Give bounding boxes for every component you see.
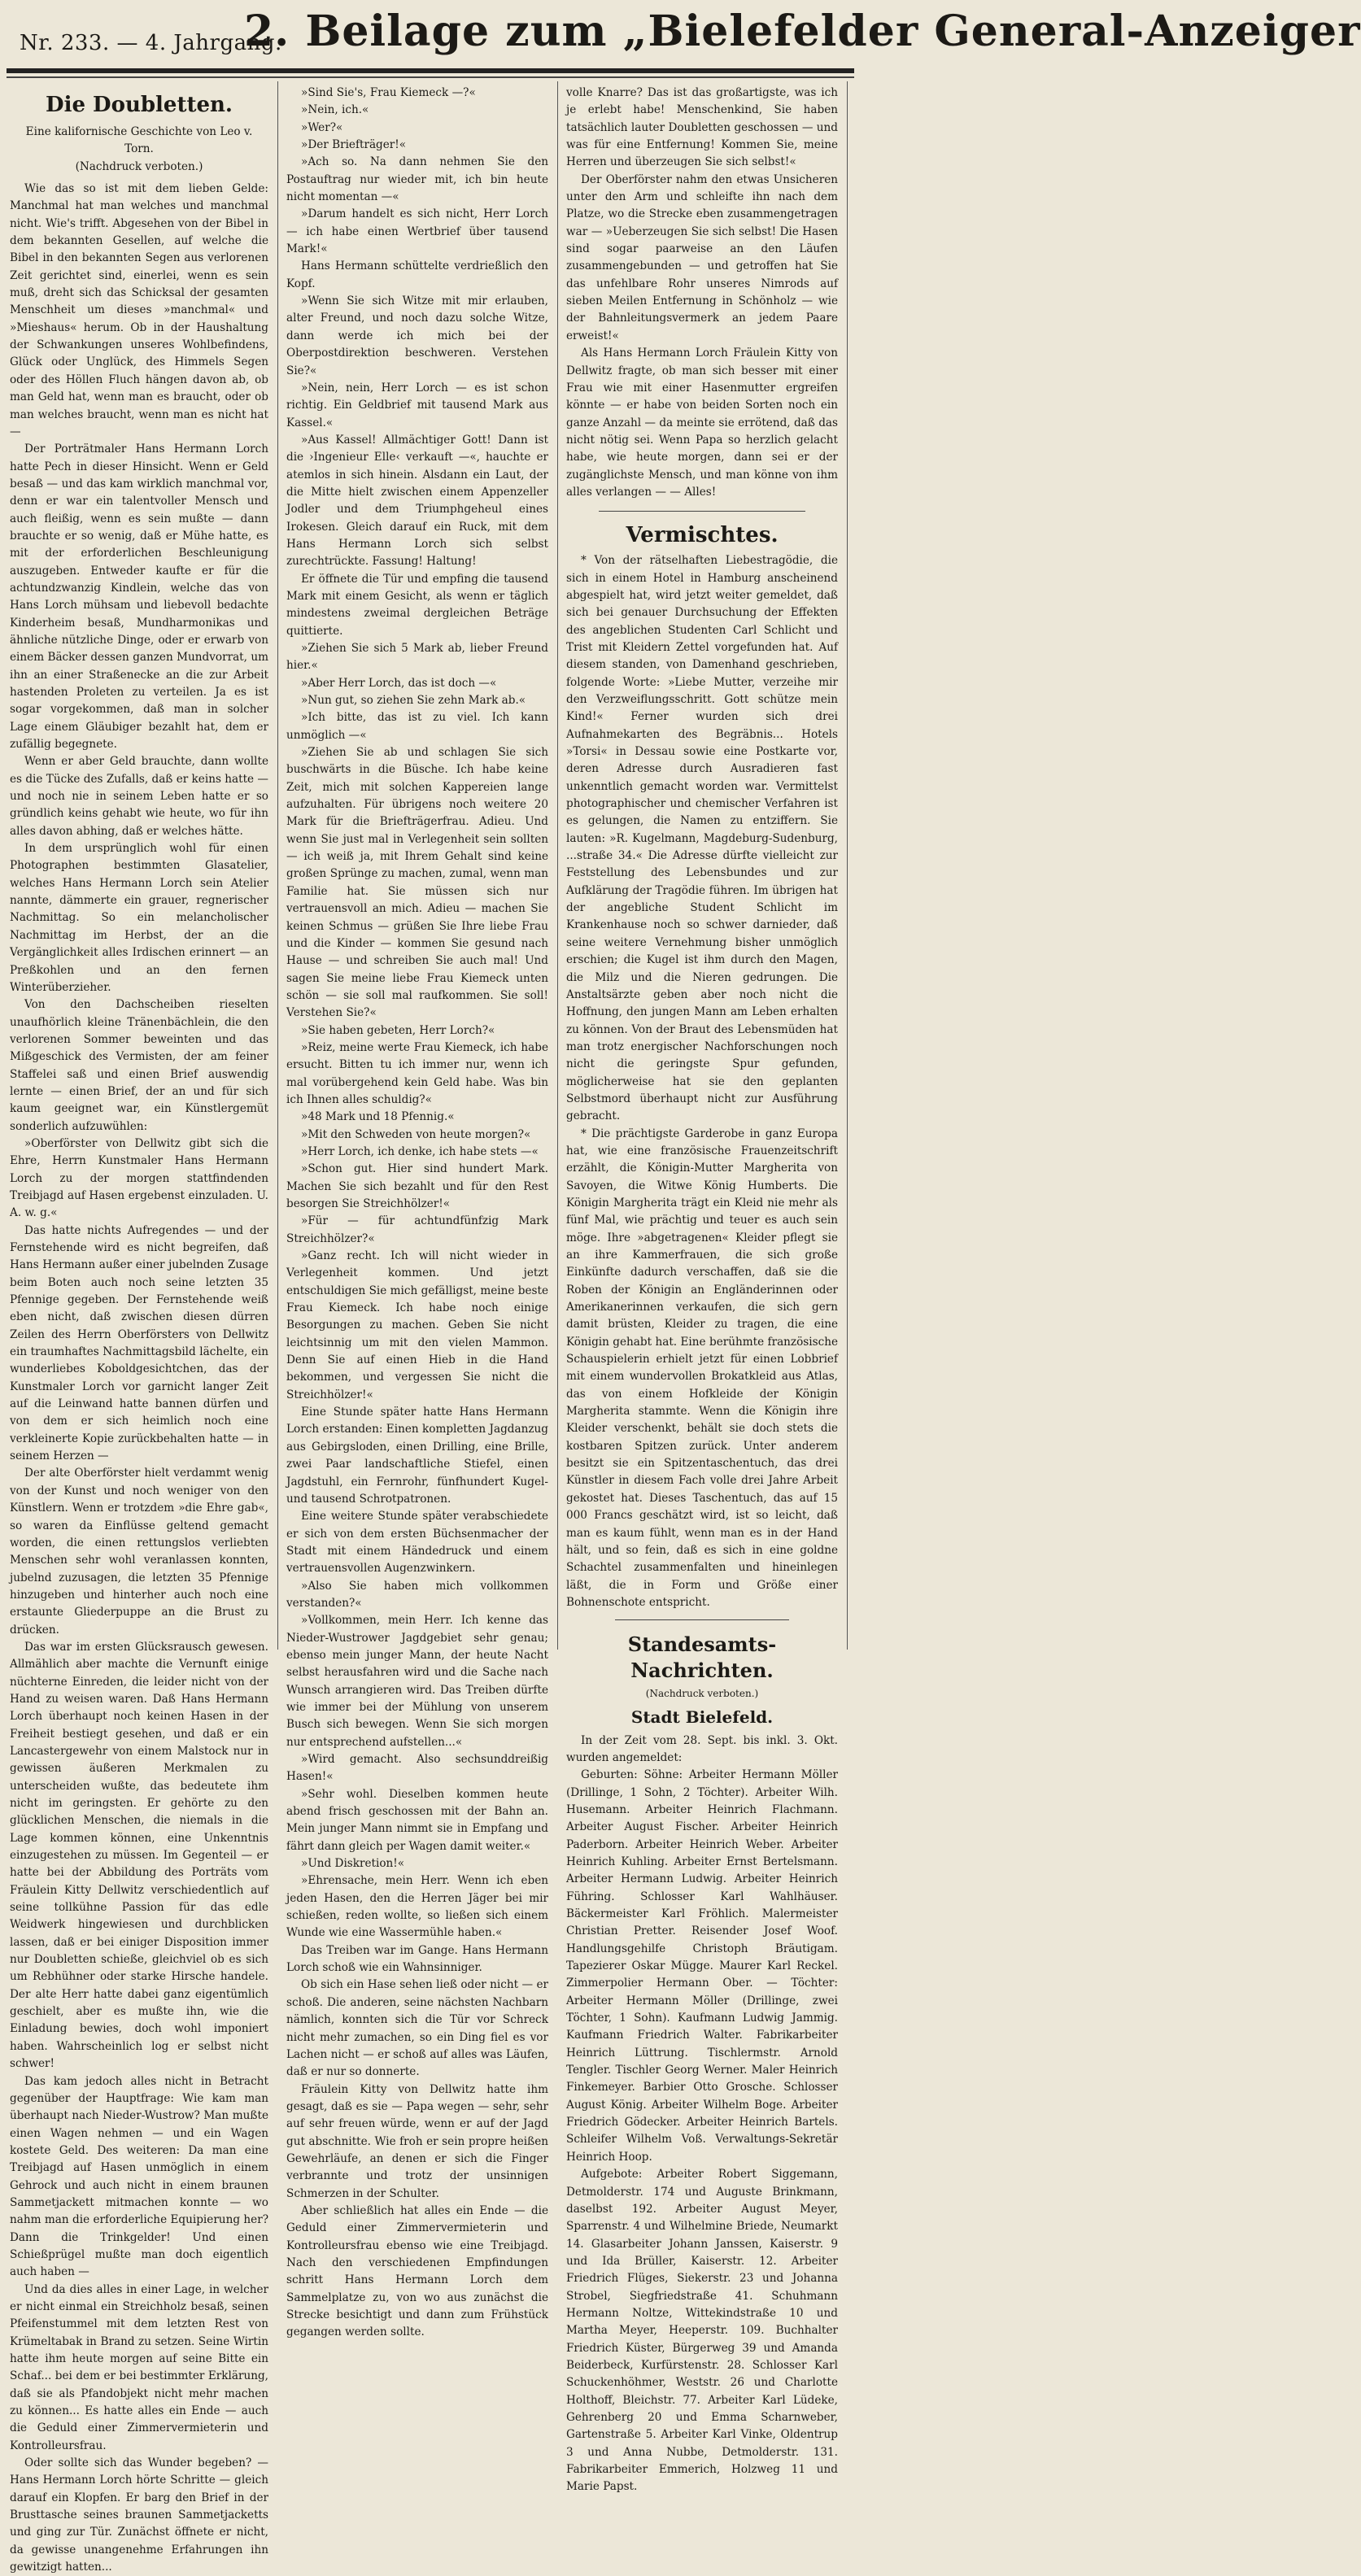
misc-title: Vermischtes. [626,523,779,548]
story-paragraph: »48 Mark und 18 Pfennig.« [301,1110,455,1124]
newspaper-banner: 2. Beilage zum „Bielefelder General-Anzeiger [244,7,1361,56]
story-paragraph: In dem ursprünglich wohl für einen Photographen bestimmten Glasatelier, welches Hans Hermann Lorch sein Atelier nannte, dämmerte ein grauer, regnerischer Nachmittag. So ein melancholischer Nachmittag im Herbst, der an die Vergänglichkeit alles Irdischen erinnert — an Preßkohlen und an den fernen Winterüberzieher. [10,842,268,994]
story-paragraph: »Wer?« [301,120,343,134]
story-paragraph: »Schon gut. Hier sind hundert Mark. Machen Sie sich bezahlt und für den Rest besorgen Sie Streichhölzer!« [286,1162,548,1210]
masthead-rule-thick [7,68,854,73]
story-paragraph: Als Hans Hermann Lorch Fräulein Kitty von Dellwitz fragte, ob man sich besser mit einer Frau wie mit einer Hasenmutter ergreifen könnte — er habe von beiden Sorten noch ein ganze Anzahl — da meinte sie errötend, daß das nicht nötig sei. Wenn Papa so herzlich gelacht habe, wie heute morgen, dann sei er der zugänglichste Mensch, und man könne von ihm alles verlangen — — Alles! [566,347,838,499]
column-divider [557,81,558,1650]
story-paragraph: »Also Sie haben mich vollkommen verstanden?« [286,1579,548,1610]
story-paragraph: »Wenn Sie sich Witze mit mir erlauben, alter Freund, und noch dazu solche Witze, dann werde ich mich bei der Oberpostdirektion beschweren. Verstehen Sie?« [286,294,548,377]
reprint-note: (Nachdruck verboten.) [75,159,203,173]
reprint-note: (Nachdruck verboten.) [645,1688,759,1700]
column-divider [847,81,848,1650]
story-paragraph: Das war im ersten Glücksrausch gewesen. Allmählich aber machte die Vernunft einige nüchterne Einreden, die leider nicht von der Hand zu weisen waren. Daß Hans Hermann Lorch überhaupt noch keinen Hasen in der Freiheit bestiegt gesehen, und daß er ein Lancastergewehr von einem Malstock nur in gewissen äußeren Merkmalen zu unterscheiden wußte, das bedeutete ihm nicht im geringsten. Er gehörte zu den glücklichen Menschen, die niemals in die Lage kommen können, eine Unkenntnis einzugestehen zu müssen. Im Gegenteil — er hatte bei der Abbildung des Porträts vom Fräulein Kitty Dellwitz verschiedentlich auf seine tollkühne Passion für das edle Weidwerk hingewiesen und durchblicken lassen, daß er bei einiger Disposition immer nur Doubletten schieße, gleichviel ob es sich um Rebhühner oder starke Hirsche handele. Der alte Herr hatte dabei ganz eigentümlich geschielt, aber es mußte ihn, wie die Einladung bewies, doch wohl imponiert haben. Wahrscheinlich log er selbst nicht schwer! [10,1640,268,2071]
story-paragraph: »Sehr wohl. Dieselben kommen heute abend frisch geschossen mit der Bahn an. Mein junger Mann nimmt sie in Empfang und fährt dann gleich per Wagen damit weiter.« [286,1787,548,1853]
story-paragraph: Und da dies alles in einer Lage, in welcher er nicht einmal ein Streichholz besaß, seinen Pfeifenstummel mit dem letzten Rest von Krümeltabak in Brand zu setzen. Seine Wirtin hatte ihm heute morgen auf seine Bitte ein Schaf... bei dem er bei bestimmter Erklärung, daß sie als Pfandobjekt nicht mehr machen zu können... Es hatte alles ein Ende — auch die Geduld einer Zimmervermieterin und Kontrolleursfrau. [10,2282,268,2452]
story-paragraph: Eine weitere Stunde später verabschiedete er sich von dem ersten Büchsenmacher der Stadt mit einem Händedruck und einem vertrauensvollen Augenzwinkern. [286,1510,548,1576]
story-paragraph: »Ganz recht. Ich will nicht wieder in Verlegenheit kommen. Und jetzt entschuldigen Sie mich gefälligst, meine beste Frau Kiemeck. Ich habe noch einige Besorgungen zu machen. Geben Sie nicht leichtsinnig um mit den vielen Mammon. Denn Sie auf einen Hieb in die Hand bekommen, und vergessen Sie nicht die Streichhölzer!« [286,1249,548,1401]
masthead-rule-thin [7,76,854,78]
story-paragraph: »Für — für achtundfünfzig Mark Streichhölzer?« [286,1214,548,1245]
column-1 [10,85,268,2574]
story-paragraph: »Darum handelt es sich nicht, Herr Lorch — ich habe einen Wertbrief über tausend Mark!« [286,207,548,256]
story-paragraph: »Ziehen Sie sich 5 Mark ab, lieber Freund hier.« [286,642,548,673]
story-paragraph: »Nein, nein, Herr Lorch — es ist schon richtig. Ein Geldbrief mit tausend Mark aus Kassel.« [286,381,548,429]
misc-paragraph: * Die prächtigste Garderobe in ganz Europa hat, wie eine französische Frauenzeitschrift erzählt, die Königin-Mutter Margherita von Savoyen, die Witwe König Humberts. Die Königin Margherita trägt ein Kleid nie mehr als fünf Mal, wie prächtig und teuer es auch sein möge. Ihre »abgetragenen« Kleider pflegt sie an ihre Kammerfrauen, die sich große Einkünfte dadurch verschaffen, daß sie die Roben der Königin an Engländerinnen oder Amerikanerinnen verkaufen, die sich gern damit brüsten, Kleider zu tragen, die eine Königin gehabt hat. Eine berühmte französische Schauspielerin erhielt jetzt für einen Lobbrief mit einem wundervollen Brokatkleid aus Atlas, das von einem Hofkleide der Königin Margherita stammte. Wenn die Königin ihre Kleider verschenkt, behält sie doch stets die kostbaren Spitzen zurück. Unter anderem besitzt sie ein Spitzentaschentuch, das drei Künstler in diesem Fach volle drei Jahre Arbeit gekostet hat. Dieses Taschentuch, das auf 15 000 Francs geschätzt wird, ist so leicht, daß man es kaum fühlt, wenn man es in der Hand hält, und so fein, daß es sich in eine goldne Schachtel zusammenfalten und hineinlegen läßt, die in Form und Größe einer Bohnenschote entspricht. [566,1127,838,1609]
story-paragraph: »Nun gut, so ziehen Sie zehn Mark ab.« [301,694,526,708]
story-paragraph: Der Porträtmaler Hans Hermann Lorch hatte Pech in dieser Hinsicht. Wenn er Geld besaß — und das kam wirklich manchmal vor, denn er war ein talentvoller Mensch und auch fleißig, wenn es sein mußte — dann brauchte er so wenig, daß er Mühe hatte, es mit der erforderlichen Beschleunigung auszugeben. Entweder kaufte er für die achtundzwanzig Kindlein, welche das von Hans Lorch mühsam und liebevoll bedachte Kinderheim besaß, Mundharmonikas und ähnliche nützliche Dinge, oder er erwarb von einem Bäcker dessen ganzen Mundvorrat, um ihn an einer Straßenecke an die zur Arbeit hastenden Proleten zu verteilen. Ja es ist sogar vorgekommen, daß man in solcher Lage einem Gläubiger bezahlt hat, dem er zufällig begegnete. [10,442,268,752]
misc-paragraph: * Von der rätselhaften Liebestragödie, die sich in einem Hotel in Hamburg anscheinend abgespielt hat, wird jetzt weiter gemeldet, daß sich bei genauer Durchsuchung der Effekten des angeblichen Studenten Carl Schlicht und Trist mit Kleidern Zettel vorgefunden hat. Auf diesem standen, von Damenhand geschrieben, folgende Worte: »Liebe Mutter, verzeihe mir den Verzweiflungsschritt. Gott schütze mein Kind!« Ferner wurden sich drei Aufnahmekarten des Begräbnis... Hotels »Torsi« in Dessau sowie eine Postkarte vor, deren Adresse durch Ausradieren fast unkenntlich gemacht worden war. Vermittelst photographischer und chemischer Verfahren ist es gelungen, die Namen zu entziffern. Sie lauten: »R. Kugelmann, Magdeburg-Sudenburg, ...straße 34.« Die Adresse dürfte vielleicht zur Feststellung des Lebensbundes und zur Aufklärung der Tragödie führen. Im übrigen hat der angebliche Student Schlicht im Krankenhause noch so schwer darnieder, daß seine weitere Vernehmung bisher unmöglich erschien; die Kugel ist ihm durch den Magen, die Milz und die Nieren gedrungen. Die Anstaltsärzte geben aber noch nicht die Hoffnung, den jungen Mann am Leben erhalten zu können. Von der Braut des Lebensmüden hat man trotz energischer Nachforschungen noch nicht die geringste Spur gefunden, möglicherweise hat sie den geplanten Selbstmord überhaupt nicht zur Ausführung gebracht. [566,554,838,1123]
story-paragraph: »Aber Herr Lorch, das ist doch —« [301,676,497,690]
story-subtitle: Eine kalifornische Geschichte von Leo v. Torn. [25,125,253,156]
masthead [7,0,1361,75]
section-divider [615,1619,789,1620]
civil-intro: In der Zeit vom 28. Sept. bis inkl. 3. Okt. wurden angemeldet: [566,1733,838,1764]
story-paragraph: Er öffnete die Tür und empfing die tausend Mark mit einem Gesicht, als wenn er täglich mindestens zweimal dergleichen Beträge quittierte. [286,572,548,638]
story-paragraph: Das kam jedoch alles nicht in Betracht gegenüber der Hauptfrage: Wie kam man überhaupt nach Nieder-Wustrow? Man mußte einen Wagen nehmen — und ein Wagen kostete Geld. Des weiteren: Da man eine Treibjagd auf Hasen unmöglich in einem Gehrock und auch nicht in einem braunen Sammetjackett mitmachen konnte — wo nahm man die erforderliche Equipierung her? Dann die Trinkgelder! Und einen Schießprügel mußte man doch eigentlich auch haben — [10,2074,268,2279]
story-paragraph: »Aus Kassel! Allmächtiger Gott! Dann ist die ›Ingenieur Elle‹ verkauft —«, hauchte er atemlos in sich hinein. Alsdann ein Laut, der die Mitte hielt zwischen einem Appenzeller Jodler und dem Triumphgeheul eines Irokesen. Gleich darauf ein Ruck, mit dem Hans Hermann Lorch sich selbst zurechtrückte. Fassung! Haltung! [286,433,548,569]
story-paragraph: Der Oberförster nahm den etwas Unsicheren unter den Arm und schleifte ihn nach dem Platze, wo die Strecke eben zusammengetragen war — »Ueberzeugen Sie sich selbst! Die Hasen sind sogar paarweise an den Läufen zusammengebunden — und getroffen hat Sie das unfehlbare Rohr unseres Nimrods auf sieben Meilen Entfernung in Schönholz — wie der Bahnleitungsvermerk an jedem Paare erweist!« [566,172,838,342]
issue-number: Nr. 233. — 4. Jahrgang. [20,31,282,55]
section-divider [599,511,805,512]
story-paragraph: »Ich bitte, das ist zu viel. Ich kann unmöglich —« [286,711,548,742]
story-paragraph: »Herr Lorch, ich denke, ich habe stets —« [301,1144,539,1158]
story-paragraph: »Und Diskretion!« [301,1857,405,1871]
story-paragraph: Von den Dachscheiben rieselten unaufhörlich kleine Tränenbächlein, die den verlorenen Sommer beweinten und das Mißgeschick des Vermisten, der am feiner Staffelei saß und einen Brief auswendig lernte — einen Brief, der an und für sich kaum geeignet war, ein Künstlergemüt sonderlich aufzuwühlen: [10,998,268,1133]
story-paragraph: »Vollkommen, mein Herr. Ich kenne das Nieder-Wustrower Jagdgebiet sehr genau; ebenso mein junger Mann, der heute Nacht selbst herausfahren wird und die Sache nach Wunsch arrangieren wird. Das Treiben dürfte wie immer bei der Mühlung von unserem Busch sich bewegen. Wenn Sie sich morgen nur entsprechend aufstellen...« [286,1614,548,1749]
story-paragraph: »Ach so. Na dann nehmen Sie den Postauftrag nur wieder mit, ich bin heute nicht momentan —« [286,155,548,204]
story-paragraph: »Mit den Schweden von heute morgen?« [301,1127,531,1141]
story-paragraph: Oder sollte sich das Wunder begeben? — Hans Hermann Lorch hörte Schritte — gleich darauf ein Klopfen. Er barg den Brief in der Brusttasche seines braunen Sammetjacketts und ging zur Tür. Zunächst öffnete er nicht, da gewisse unangenehme Erfahrungen ihn gewitzigt hatten... [10,2456,268,2574]
story-paragraph: Das hatte nichts Aufregendes — und der Fernstehende wird es nicht begreifen, daß Hans Hermann außer einer jubelnden Zusage beim Boten auch noch seine letzten 35 Pfennige gegeben. Der Fernstehende weiß eben nicht, daß zwischen diesen dürren Zeilen des Herrn Oberförsters von Dellwitz ein traumhaftes Nachmittagsbild lächelte, ein wunderliebes Koboldgesichtchen, das der Kunstmaler Lorch vor garnicht langer Zeit auf die Leinwand hatte bannen dürfen und von dem er sich heimlich noch eine verkleinerte Kopie zurückbehalten hatte — in seinem Herzen — [10,1223,268,1463]
story-paragraph: »Wird gemacht. Also sechsunddreißig Hasen!« [286,1753,548,1784]
story-paragraph: Ob sich ein Hase sehen ließ oder nicht — er schoß. Die anderen, seine nächsten Nachbarn nämlich, konnten sich die Tür vor Schreck nicht mehr zumachen, so ein Ding fiel es vor Lachen nicht — er schoß auf alles was Läufen, daß er nur so donnerte. [286,1978,548,2079]
story-paragraph: »Oberförster von Dellwitz gibt sich die Ehre, Herrn Kunstmaler Hans Hermann Lorch zu der morgen stattfindenden Treibjagd auf Hasen ergebenst einzuladen. U. A. w. g.« [10,1136,268,1220]
story-paragraph: Der alte Oberförster hielt verdammt wenig von der Kunst und noch weniger von den Künstlern. Wenn er trotzdem »die Ehre gab«, so waren da Einflüsse geltend gemacht worden, die einen rettungslos verliebten Menschen sehr wohl veranlassen konnten, jubelnd zuzusagen, die letzten 35 Pfennige hinzugeben und hinterher auch noch eine erstaunte Gliederpuppe an die Brust zu drücken. [10,1467,268,1637]
column-divider [277,81,278,1650]
column-2 [286,85,548,2339]
story-paragraph: Das Treiben war im Gange. Hans Hermann Lorch schoß wie ein Wahnsinniger. [286,1943,548,1975]
civil-register-title: Standesamts-Nachrichten. [627,1632,777,1683]
story-paragraph: Eine Stunde später hatte Hans Hermann Lorch erstanden: Einen kompletten Jagdanzug aus Gebirgsloden, einen Drilling, eine Brille, zwei Paar landschaftliche Stiefel, einen Jagdstuhl, ein Fernrohr, fünfhundert Kugel- und tausend Schrotpatronen. [286,1406,548,1506]
story-paragraph: »Ziehen Sie ab und schlagen Sie sich buschwärts in die Büsche. Ich habe keine Zeit, mich mit solchen Kappereien lange aufzuhalten. Für übrigens noch weitere 20 Mark für die Briefträgerfrau. Adieu. Und wenn Sie just mal in Verlegenheit sein sollten — ich weiß ja, mit Ihrem Gehalt sind keine großen Sprünge zu machen, zumal, wenn man Familie hat. Sie müssen sich nur vertrauensvoll an mich. Adieu — machen Sie keinen Schmus — grüßen Sie Ihre liebe Frau und die Kinder — kommen Sie gesund nach Hause — und schreiben Sie auch mal! Und sagen Sie meine liebe Frau Kiemeck unten schön — sie soll mal raufkommen. Sie soll! Verstehen Sie?« [286,746,548,1020]
story-paragraph: Wenn er aber Geld brauchte, dann wollte es die Tücke des Zufalls, daß er keins hatte — und noch nie in seinem Leben hatte er so gründlich keins gehabt wie heute, wo für ihn alles davon abhing, daß er welches hätte. [10,755,268,838]
story-paragraph: Hans Hermann schüttelte verdrießlich den Kopf. [286,259,548,290]
civil-banns: Aufgebote: Arbeiter Robert Siggemann, Detmolderstr. 174 und Auguste Brinkmann, daselbst 192. Arbeiter August Meyer, Sparrenstr. 4 und Wilhelmine Briede, Neumarkt 14. Glasarbeiter Johann Janssen, Kaiserstr. 9 und Ida Brüller, Kaiserstr. 12. Arbeiter Friedrich Flüges, Siekerstr. 23 und Johanna Strobel, Siegfriedstraße 41. Schuhmann Hermann Noltze, Wittekindstraße 10 und Martha Meyer, Heeperstr. 109. Buchhalter Friedrich Küster, Bürgerweg 39 und Amanda Beiderbeck, Kurfürstenstr. 28. Schlosser Karl Schuckenhöhmer, Weststr. 26 und Charlotte Holthoff, Bleichstr. 77. Arbeiter Karl Lüdeke, Gehrenberg 20 und Emma Scharnweber, Gartenstraße 5. Arbeiter Karl Vinke, Oldentrup 3 und Anna Nubbe, Detmolderstr. 131. Fabrikarbeiter Emmerich, Holzweg 11 und Marie Papst. [566,2168,838,2494]
column-3 [566,85,838,2494]
story-paragraph: »Ehrensache, mein Herr. Wenn ich eben jeden Hasen, den die Herren Jäger bei mir schießen, reden wollte, so ließen sich einem Wunde wie eine Wassermühle haben.« [286,1874,548,1940]
story-paragraph: »Sie haben gebeten, Herr Lorch?« [301,1023,495,1037]
story-title: Die Doubletten. [46,93,233,117]
story-paragraph: »Nein, ich.« [301,103,369,117]
story-paragraph: volle Knarre? Das ist das großartigste, was ich je erlebt habe! Menschenkind, Sie haben tatsächlich lauter Doubletten geschossen — und was für eine Entfernung! Kommen Sie, meine Herren und überzeugen Sie sich selbst!« [566,86,838,169]
city-heading: Stadt Bielefeld. [630,1706,774,1727]
story-paragraph: »Sind Sie's, Frau Kiemeck —?« [301,86,476,99]
story-paragraph: Aber schließlich hat alles ein Ende — die Geduld einer Zimmervermieterin und Kontrolleursfrau ebenso wie eine Treibjagd. Nach den verschiedenen Empfindungen schritt Hans Hermann Lorch dem Sammelplatze zu, von wo aus zunächst die Strecke besichtigt und dann zum Frühstück gegangen werden sollte. [286,2203,548,2339]
story-paragraph: »Der Briefträger!« [301,138,407,152]
story-paragraph: Fräulein Kitty von Dellwitz hatte ihm gesagt, daß es sie — Papa wegen — sehr, sehr auf sehr freuen würde, wenn er auf der Jagd gut abschnitte. Wie froh er sein propre heißen Gewehrläufe, an denen er sich die Finger verbrannte und trotz der unsinnigen Schmerzen in der Schulter. [286,2082,548,2200]
story-paragraph: »Reiz, meine werte Frau Kiemeck, ich habe ersucht. Bitten tu ich immer nur, wenn ich mal vorübergehend kein Geld habe. Was bin ich Ihnen alles schuldig?« [286,1040,548,1106]
story-paragraph: Wie das so ist mit dem lieben Gelde: Manchmal hat man welches und manchmal nicht. Wie's trifft. Abgesehen von der Bibel in dem bekannten Gesellen, auf welche die Bibel in den bekannten Segen aus verlorenen Zeit gerichtet sind, einerlei, wenn es sein muß, dreht sich das Schicksal der gesamten Menschheit um dieses »manchmal« und »Mieshaus« herum. Ob in der Haushaltung der Schwankungen unseres Wohlbefindens, Glück oder Unglück, des Himmels Segen oder des Höllen Fluch hängen davon ab, ob man Geld hat, wenn man es braucht, oder ob man welches braucht, wenn man es nicht hat — [10,182,268,438]
civil-births: Geburten: Söhne: Arbeiter Hermann Möller (Drillinge, 1 Sohn, 2 Töchter). Arbeiter Wilh. Husemann. Arbeiter Heinrich Flachmann. Arbeiter August Fischer. Arbeiter Heinrich Paderborn. Arbeiter Heinrich Weber. Arbeiter Heinrich Kuhling. Arbeiter Ernst Bertelsmann. Arbeiter Hermann Ludwig. Arbeiter Heinrich Führing. Schlosser Karl Wahlhäuser. Bäckermeister Karl Fröhlich. Malermeister Christian Pretter. Reisender Josef Woof. Handlungsgehilfe Christoph Bräutigam. Tapezierer Oskar Mügge. Maurer Karl Reckel. Zimmerpolier Hermann Ober. — Töchter: Arbeiter Hermann Möller (Drillinge, zwei Töchter, 1 Sohn). Kaufmann Ludwig Jammig. Kaufmann Friedrich Walter. Fabrikarbeiter Heinrich Lüttrung. Tischlermstr. Arnold Tengler. Tischler Georg Werner. Maler Heinrich Finkemeyer. Barbier Otto Grosche. Schlosser August König. Arbeiter Wilhelm Boge. Arbeiter Friedrich Gödecker. Arbeiter Heinrich Bartels. Schleifer Wilhelm Voß. Verwaltungs-Sekretär Heinrich Hoop. [566,1768,838,2164]
